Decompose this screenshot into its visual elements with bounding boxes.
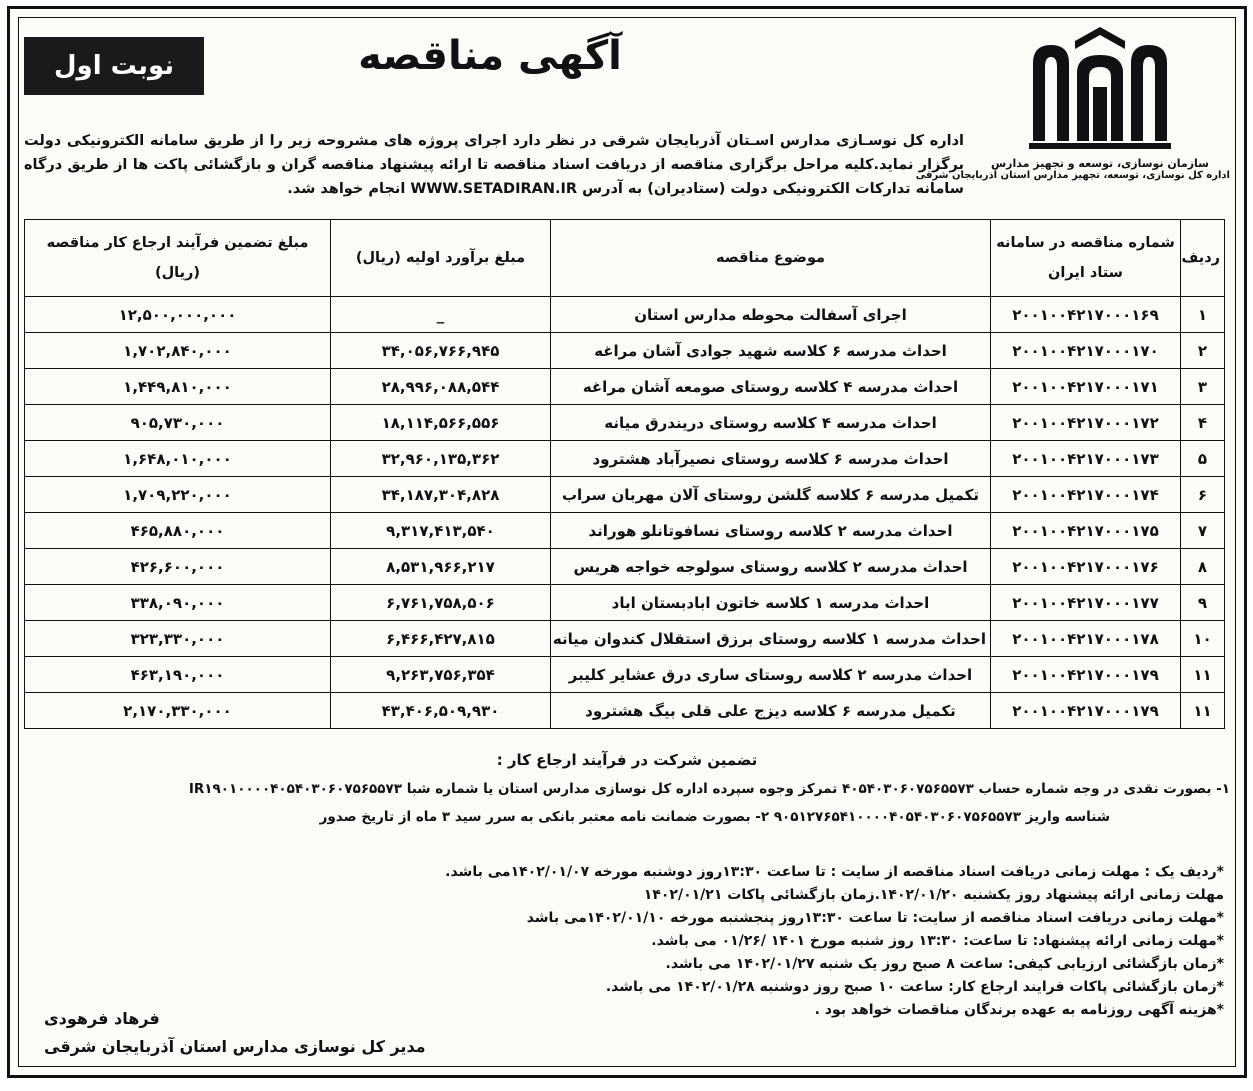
cell-subject: اجرای آسفالت محوطه مدارس استان (551, 297, 991, 333)
cell-tender-number: ۲۰۰۱۰۰۴۲۱۷۰۰۰۱۷۵ (991, 513, 1181, 549)
cell-row-number: ۹ (1181, 585, 1225, 621)
table-row (25, 621, 1225, 657)
guarantee-bank-line: شناسه واریز ۹۰۵۱۲۷۶۵۴۱۰۰۰۰۴۰۵۴۰۳۰۶۰۷۵۶۵۵۷۳ ۲- بصورت ضمانت نامه معتبر بانکی به سرر سید ۳ ماه از تاریخ صدور (319, 809, 1110, 825)
table-row (25, 513, 1225, 549)
cell-tender-number: ۲۰۰۱۰۰۴۲۱۷۰۰۰۱۷۶ (991, 549, 1181, 585)
deadline-notes (224, 861, 1224, 1022)
cell-estimate: ۸,۵۳۱,۹۶۶,۲۱۷ (331, 549, 551, 585)
cell-estimate: ۲۸,۹۹۶,۰۸۸,۵۴۴ (331, 369, 551, 405)
table-row (25, 549, 1225, 585)
tenders-table (24, 219, 1225, 729)
guarantee-cash-line: ۱- بصورت نقدی در وجه شماره حساب ۴۰۵۴۰۳۰۶۰۷۵۶۵۵۷۳ تمرکز وجوه سپرده اداره کل نوسازی مدارس استان یا شماره شبا IR۱۹۰۱۰۰۰۰۴۰۵۴۰۳۰۶۰۷۵۶۵۵۷۳ (188, 781, 1230, 797)
cell-subject: احداث مدرسه ۱ کلاسه روستای برزق استقلال کندوان میانه (551, 621, 991, 657)
cell-tender-number: ۲۰۰۱۰۰۴۲۱۷۰۰۰۱۷۳ (991, 441, 1181, 477)
header-subject: موضوع مناقصه (551, 220, 991, 297)
cell-guarantee: ۴۲۶,۶۰۰,۰۰۰ (25, 549, 331, 585)
note-line: مهلت زمانی ارائه پیشنهاد روز یکشنبه ۱۴۰۲/۰۱/۲۰.زمان بازگشائی پاکات ۱۴۰۲/۰۱/۲۱ (643, 887, 1224, 903)
cell-guarantee: ۴۶۳,۱۹۰,۰۰۰ (25, 657, 331, 693)
cell-row-number: ۲ (1181, 333, 1225, 369)
guarantee-section (24, 751, 1230, 825)
signatory-name: فرهاد فرهودی (44, 1009, 160, 1028)
table-row (25, 477, 1225, 513)
cell-subject: احداث مدرسه ۴ کلاسه روستای صومعه آشان مراغه (551, 369, 991, 405)
cell-subject: تکمیل مدرسه ۶ کلاسه دیزج علی قلی بیگ هشترود (551, 693, 991, 729)
cell-row-number: ۸ (1181, 549, 1225, 585)
cell-estimate: ۴۳,۴۰۶,۵۰۹,۹۳۰ (331, 693, 551, 729)
cell-subject: تکمیل مدرسه ۶ کلاسه گلشن روستای آلان مهربان سراب (551, 477, 991, 513)
cell-row-number: ۱۱ (1181, 693, 1225, 729)
cell-row-number: ۴ (1181, 405, 1225, 441)
note-line: *مهلت زمانی ارائه پیشنهاد: تا ساعت: ۱۳:۳۰ روز شنبه مورخ ۱۴۰۱ /۰۱/۲۶ می باشد. (651, 933, 1224, 949)
cell-tender-number: ۲۰۰۱۰۰۴۲۱۷۰۰۰۱۷۰ (991, 333, 1181, 369)
header-guarantee: مبلغ تضمین فرآیند ارجاع کار مناقصه (ریال) (25, 220, 331, 297)
notice-title: آگهی مناقصه (358, 33, 622, 79)
cell-tender-number: ۲۰۰۱۰۰۴۲۱۷۰۰۰۱۷۹ (991, 693, 1181, 729)
header-row-number: ردیف (1181, 220, 1225, 297)
cell-subject: احداث مدرسه ۶ کلاسه روستای نصیرآباد هشترود (551, 441, 991, 477)
cell-estimate: ۳۲,۹۶۰,۱۳۵,۳۶۲ (331, 441, 551, 477)
cell-tender-number: ۲۰۰۱۰۰۴۲۱۷۰۰۰۱۶۹ (991, 297, 1181, 333)
cell-estimate: ۱۸,۱۱۴,۵۶۶,۵۵۶ (331, 405, 551, 441)
cell-row-number: ۷ (1181, 513, 1225, 549)
guarantee-title: تضمین شرکت در فرآیند ارجاع کار : (496, 751, 758, 769)
cell-row-number: ۱ (1181, 297, 1225, 333)
header-estimate: مبلغ برآورد اولیه (ریال) (331, 220, 551, 297)
tender-notice-page (7, 6, 1247, 1078)
table-row (25, 585, 1225, 621)
round-badge: نوبت اول (24, 37, 204, 95)
note-line: *مهلت زمانی دریافت اسناد مناقصه از سایت: تا ساعت ۱۳:۳۰روز پنجشنبه مورخه ۱۴۰۲/۰۱/۱۰می باشد (526, 910, 1224, 926)
table-row (25, 369, 1225, 405)
cell-subject: احداث مدرسه ۱ کلاسه خاتون ابادبستان اباد (551, 585, 991, 621)
cell-estimate: ۹,۲۶۳,۷۵۶,۳۵۴ (331, 657, 551, 693)
table-row (25, 333, 1225, 369)
table-row (25, 693, 1225, 729)
table-header-row (25, 220, 1225, 297)
cell-guarantee: ۱۲,۵۰۰,۰۰۰,۰۰۰ (25, 297, 331, 333)
cell-guarantee: ۱,۷۰۹,۲۲۰,۰۰۰ (25, 477, 331, 513)
cell-tender-number: ۲۰۰۱۰۰۴۲۱۷۰۰۰۱۷۸ (991, 621, 1181, 657)
note-line: *هزینه آگهی روزنامه به عهده برندگان مناقصات خواهد بود . (814, 1002, 1224, 1018)
table-row (25, 441, 1225, 477)
note-line: *ردیف یک : مهلت زمانی دریافت اسناد مناقصه از سایت : تا ساعت ۱۳:۳۰روز دوشنبه مورخه ۱۴۰۲/۰۱/۰۷می باشد. (445, 864, 1224, 880)
cell-tender-number: ۲۰۰۱۰۰۴۲۱۷۰۰۰۱۷۴ (991, 477, 1181, 513)
cell-estimate: ۶,۴۶۶,۴۲۷,۸۱۵ (331, 621, 551, 657)
cell-subject: احداث مدرسه ۲ کلاسه روستای نسافوتانلو هوراند (551, 513, 991, 549)
cell-row-number: ۱۰ (1181, 621, 1225, 657)
cell-subject: احداث مدرسه ۲ کلاسه روستای ساری درق عشایر کلیبر (551, 657, 991, 693)
organization-name: سازمان نوسازی، توسعه و تجهیز مدارس (991, 157, 1209, 170)
cell-tender-number: ۲۰۰۱۰۰۴۲۱۷۰۰۰۱۷۷ (991, 585, 1181, 621)
cell-estimate: ۹,۳۱۷,۴۱۳,۵۴۰ (331, 513, 551, 549)
cell-subject: احداث مدرسه ۴ کلاسه روستای دریندرق میانه (551, 405, 991, 441)
cell-tender-number: ۲۰۰۱۰۰۴۲۱۷۰۰۰۱۷۱ (991, 369, 1181, 405)
cell-row-number: ۳ (1181, 369, 1225, 405)
cell-guarantee: ۳۳۸,۰۹۰,۰۰۰ (25, 585, 331, 621)
cell-estimate: ۳۴,۱۸۷,۳۰۴,۸۲۸ (331, 477, 551, 513)
cell-tender-number: ۲۰۰۱۰۰۴۲۱۷۰۰۰۱۷۲ (991, 405, 1181, 441)
cell-row-number: ۵ (1181, 441, 1225, 477)
organization-logo-icon (1025, 23, 1175, 153)
cell-guarantee: ۴۶۵,۸۸۰,۰۰۰ (25, 513, 331, 549)
cell-row-number: ۶ (1181, 477, 1225, 513)
intro-paragraph: اداره کل نوسـازی مدارس اسـتان آذربایجان شرقی در نظر دارد اجرای پروژه های مشروحه زیر را از طریق سامانه الکترونیکی دولت برگزار نماید.کلیه مراحل برگزاری مناقصه از دریافت اسناد مناقصه تا ارائه پیشنهاد مناقصه گران و بازگشائی پاکت ها از طریق درگاه سامانه تدارکات الکترونیکی دولت (ستادیران) به آدرس WWW.SETADIRAN.IR انجام خواهد شد. (24, 133, 964, 197)
header-tender-number: شماره مناقصه در سامانه ستاد ایران (991, 220, 1181, 297)
cell-tender-number: ۲۰۰۱۰۰۴۲۱۷۰۰۰۱۷۹ (991, 657, 1181, 693)
cell-guarantee: ۱,۴۴۹,۸۱۰,۰۰۰ (25, 369, 331, 405)
cell-estimate: _ (331, 297, 551, 333)
table-row (25, 405, 1225, 441)
cell-estimate: ۶,۷۶۱,۷۵۸,۵۰۶ (331, 585, 551, 621)
note-line: *زمان بازگشائی پاکات فرایند ارجاع کار: ساعت ۱۰ صبح روز دوشنبه ۱۴۰۲/۰۱/۲۸ می باشد. (605, 979, 1224, 995)
cell-guarantee: ۱,۷۰۲,۸۴۰,۰۰۰ (25, 333, 331, 369)
table-row (25, 297, 1225, 333)
organization-subname: اداره کل نوسازی، توسعه، تجهیز مدارس استان آذربایجان شرقی (915, 170, 1230, 181)
note-line: *زمان بازگشائی ارزیابی کیفی: ساعت ۸ صبح روز یک شنبه ۱۴۰۲/۰۱/۲۷ می باشد. (665, 956, 1224, 972)
signature-block (44, 1005, 426, 1061)
table-row (25, 657, 1225, 693)
cell-guarantee: ۲,۱۷۰,۳۳۰,۰۰۰ (25, 693, 331, 729)
cell-guarantee: ۱,۶۴۸,۰۱۰,۰۰۰ (25, 441, 331, 477)
organization-logo-block (915, 23, 1230, 181)
cell-row-number: ۱۱ (1181, 657, 1225, 693)
cell-subject: احداث مدرسه ۲ کلاسه روستای سولوجه خواجه هریس (551, 549, 991, 585)
cell-guarantee: ۳۲۳,۳۳۰,۰۰۰ (25, 621, 331, 657)
cell-estimate: ۳۴,۰۵۶,۷۶۶,۹۴۵ (331, 333, 551, 369)
cell-subject: احداث مدرسه ۶ کلاسه شهید جوادی آشان مراغه (551, 333, 991, 369)
cell-guarantee: ۹۰۵,۷۳۰,۰۰۰ (25, 405, 331, 441)
signatory-title: مدیر کل نوسازی مدارس استان آذربایجان شرقی (44, 1037, 426, 1056)
